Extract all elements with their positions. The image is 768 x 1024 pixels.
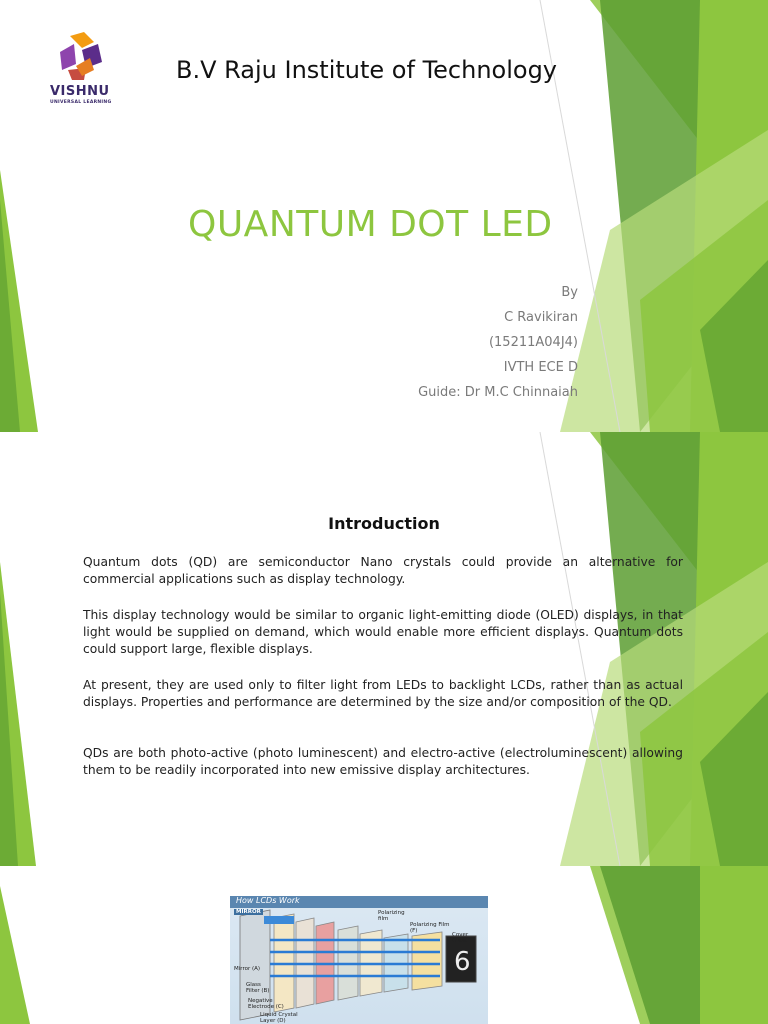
logo-name: VISHNU [50, 84, 110, 99]
byline-class: IVTH ECE D [503, 360, 578, 375]
paragraph-3: At present, they are used only to filter light from LEDs to backlight LCDs, rather than as actual displays. Properties and performance are determined by the size and/or composition of the QD. [83, 678, 683, 709]
label-cover-glass: Cover Glass [452, 932, 469, 944]
byline-author: C Ravikiran [504, 310, 578, 325]
right-shape-3 [700, 866, 768, 1024]
section-heading: Introduction [328, 514, 440, 533]
byline-roll: (15211A04J4) [488, 335, 578, 350]
label-glass-filter: Glass Filter (B) [246, 982, 270, 994]
page-title: QUANTUM DOT LED [188, 204, 553, 245]
title-slide [0, 0, 768, 432]
introduction-slide [0, 432, 768, 866]
byline-by: By [561, 285, 578, 300]
image-header-text: How LCDs Work [236, 896, 300, 905]
left-stripe [0, 886, 30, 1024]
label-polarizing-film-f: Polarizing Film (F) [410, 922, 450, 934]
paragraph-4: QDs are both photo-active (photo luminescent) and electro-active (electroluminescent) allowing them to be readily incorporated into new emissive display architectures. [83, 746, 683, 777]
paragraph-2: This display technology would be similar to organic light-emitting diode (OLED) displays, in that light would be supplied on demand, which would enable more efficient displays. Quantum dots could support large, flexible displays. [83, 608, 683, 656]
institute-name: B.V Raju Institute of Technology [176, 56, 557, 84]
label-polarizing-film: Polarizing film [378, 910, 405, 922]
label-mirror-top: MIRROR [236, 909, 261, 915]
label-negative-electrode: Negative Electrode (C) [248, 998, 284, 1010]
lcd-slide [0, 866, 768, 1024]
byline-guide: Guide: Dr M.C Chinnaiah [418, 385, 578, 400]
paragraph-1: Quantum dots (QD) are semiconductor Nano crystals could provide an alternative for commercial applications such as display technology. [83, 555, 683, 586]
label-mirror-a: Mirror (A) [234, 966, 261, 972]
svg-text:6: 6 [454, 947, 471, 977]
logo-tagline: UNIVERSAL LEARNING [50, 100, 112, 105]
lcd-diagram-image [230, 896, 488, 1024]
label-liquid-crystal: Liquid Crystal Layer (D) [260, 1012, 298, 1024]
